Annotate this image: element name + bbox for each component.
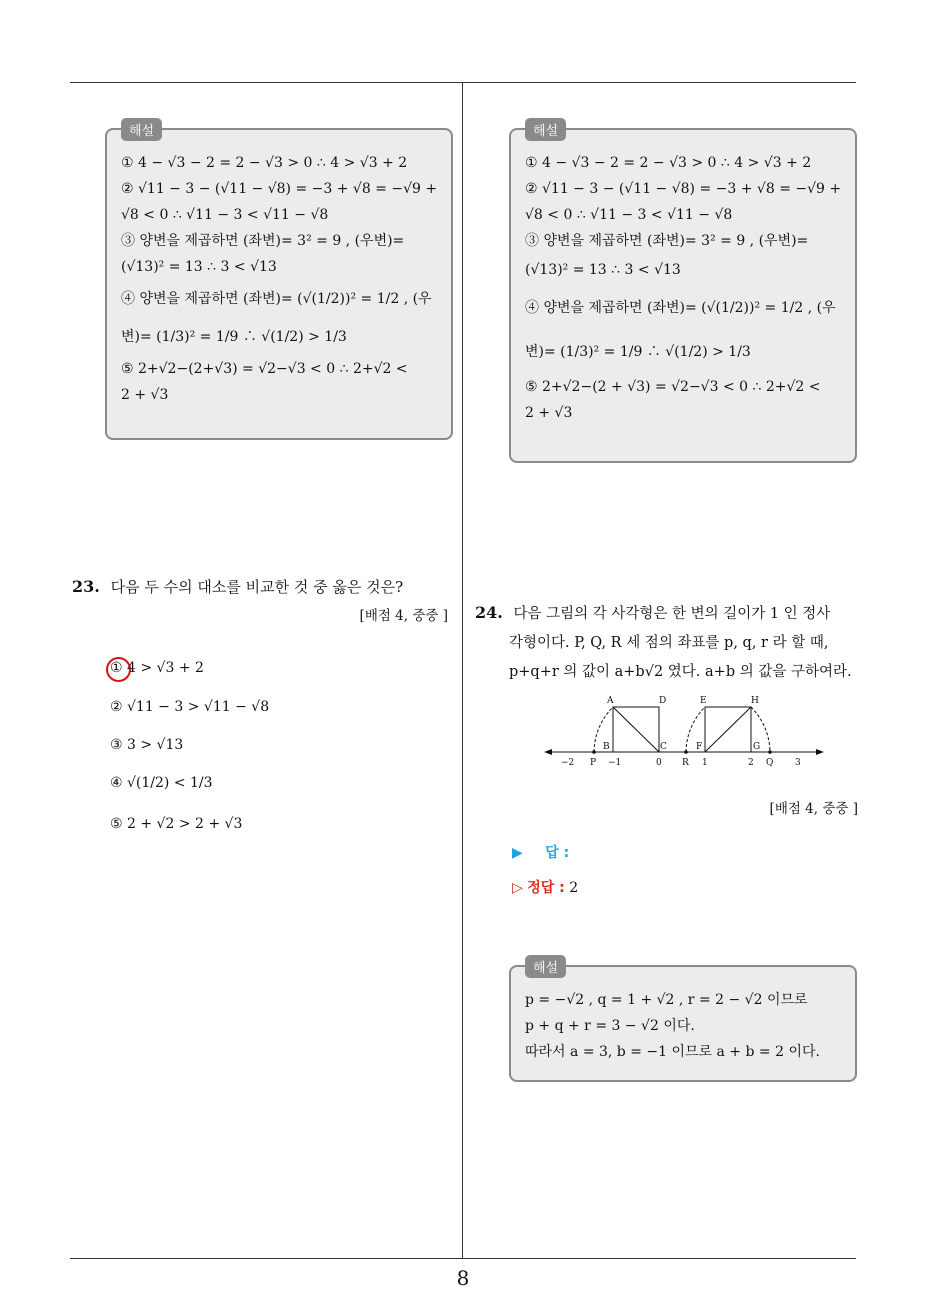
explanation-box-left (105, 124, 453, 440)
explanation-line: ⑤ 2+√2−(2 + √3) = √2−√3 < 0 ∴ 2+√2 < (525, 379, 821, 395)
explanation-line: (√13)² = 13 ∴ 3 < √13 (121, 259, 277, 275)
point-label: B (603, 742, 610, 752)
tick-label: 1 (702, 758, 708, 768)
explanation-line: ⑤ 2+√2−(2+√3) = √2−√3 < 0 ∴ 2+√2 < (121, 361, 408, 377)
points-label: [배점 4, 중중 ] (769, 801, 858, 817)
column-divider (462, 82, 463, 1259)
explanation-line: ① 4 − √3 − 2 = 2 − √3 > 0 ∴ 4 > √3 + 2 (121, 155, 408, 171)
tick-label: Q (766, 758, 774, 768)
explanation-line: 2 + √3 (121, 387, 169, 403)
correct-answer-value: 2 (569, 880, 579, 896)
question-text-line: 각형이다. P, Q, R 세 점의 좌표를 p, q, r 라 할 때, (509, 635, 829, 651)
explanation-line: 2 + √3 (525, 405, 573, 421)
explanation-tag: 해설 (121, 118, 162, 141)
tick-label: 3 (795, 758, 801, 768)
correct-answer-label: 정답 : (527, 880, 565, 896)
explanation-line: ④ 양변을 제곱하면 (좌변)= (√(1/2))² = 1/2 , (우 (525, 300, 836, 316)
explanation-line: ① 4 − √3 − 2 = 2 − √3 > 0 ∴ 4 > √3 + 2 (525, 155, 812, 171)
explanation-tag: 해설 (525, 118, 566, 141)
explanation-line: ③ 양변을 제곱하면 (좌변)= 3² = 9 , (우변)= (121, 233, 405, 249)
option-3[interactable]: ③ 3 > √13 (110, 737, 184, 753)
explanation-tag: 해설 (525, 955, 566, 978)
bottom-rule (70, 1258, 856, 1259)
tick-label: −1 (608, 758, 622, 768)
point-label: E (700, 696, 707, 706)
question-number: 24. (475, 603, 503, 622)
explanation-box-right (509, 124, 857, 463)
top-rule (70, 82, 856, 83)
point-label: F (696, 742, 703, 752)
point-label: D (659, 696, 667, 706)
question-text-line: 다음 그림의 각 사각형은 한 변의 길이가 1 인 정사 (513, 606, 831, 622)
explanation-box-q24 (509, 961, 857, 1082)
question-23-header (72, 576, 403, 597)
explanation-line: √8 < 0 ∴ √11 − 3 < √11 − √8 (121, 207, 329, 223)
point-label: G (753, 742, 761, 752)
explanation-line: p = −√2 , q = 1 + √2 , r = 2 − √2 이므로 (525, 992, 808, 1008)
answer-input-row[interactable] (512, 842, 569, 862)
tick-label: 2 (748, 758, 754, 768)
explanation-line: (√13)² = 13 ∴ 3 < √13 (525, 262, 681, 278)
play-arrow-icon: ▶ (512, 845, 523, 861)
answer-label: 답 : (545, 845, 570, 861)
outline-arrow-icon: ▷ (512, 880, 523, 896)
question-24-body (475, 598, 865, 687)
explanation-line: p + q + r = 3 − √2 이다. (525, 1018, 695, 1034)
correct-answer-row (512, 877, 578, 897)
explanation-line: ③ 양변을 제곱하면 (좌변)= 3² = 9 , (우변)= (525, 233, 809, 249)
point-label: C (660, 742, 667, 752)
explanation-line: 따라서 a = 3, b = −1 이므로 a + b = 2 이다. (525, 1044, 820, 1060)
explanation-line: ② √11 − 3 − (√11 − √8) = −3 + √8 = −√9 + (121, 181, 438, 197)
option-1[interactable]: ① 4 > √3 + 2 (110, 660, 204, 676)
point-label: H (751, 696, 759, 706)
question-text: 다음 두 수의 대소를 비교한 것 중 옳은 것은? (110, 578, 404, 596)
explanation-line: ④ 양변을 제곱하면 (좌변)= (√(1/2))² = 1/2 , (우 (121, 291, 432, 307)
explanation-line: 변)= (1/3)² = 1/9 ∴ √(1/2) > 1/3 (121, 329, 347, 345)
tick-label: −2 (561, 758, 575, 768)
explanation-line: 변)= (1/3)² = 1/9 ∴ √(1/2) > 1/3 (525, 344, 751, 360)
question-number: 23. (72, 577, 100, 596)
number-line-figure (540, 690, 830, 770)
points-label: [배점 4, 중중 ] (359, 608, 448, 624)
option-5[interactable]: ⑤ 2 + √2 > 2 + √3 (110, 816, 243, 832)
tick-label: 0 (656, 758, 662, 768)
point-label: A (607, 696, 614, 706)
tick-label: R (682, 758, 689, 768)
question-text-line: p+q+r 의 값이 a+b√2 였다. a+b 의 값을 구하여라. (509, 664, 852, 680)
tick-label: P (590, 758, 597, 768)
option-2[interactable]: ② √11 − 3 > √11 − √8 (110, 699, 270, 715)
page-number: 8 (456, 1266, 470, 1290)
option-4[interactable]: ④ √(1/2) < 1/3 (110, 775, 213, 791)
explanation-line: ② √11 − 3 − (√11 − √8) = −3 + √8 = −√9 + (525, 181, 842, 197)
explanation-line: √8 < 0 ∴ √11 − 3 < √11 − √8 (525, 207, 733, 223)
